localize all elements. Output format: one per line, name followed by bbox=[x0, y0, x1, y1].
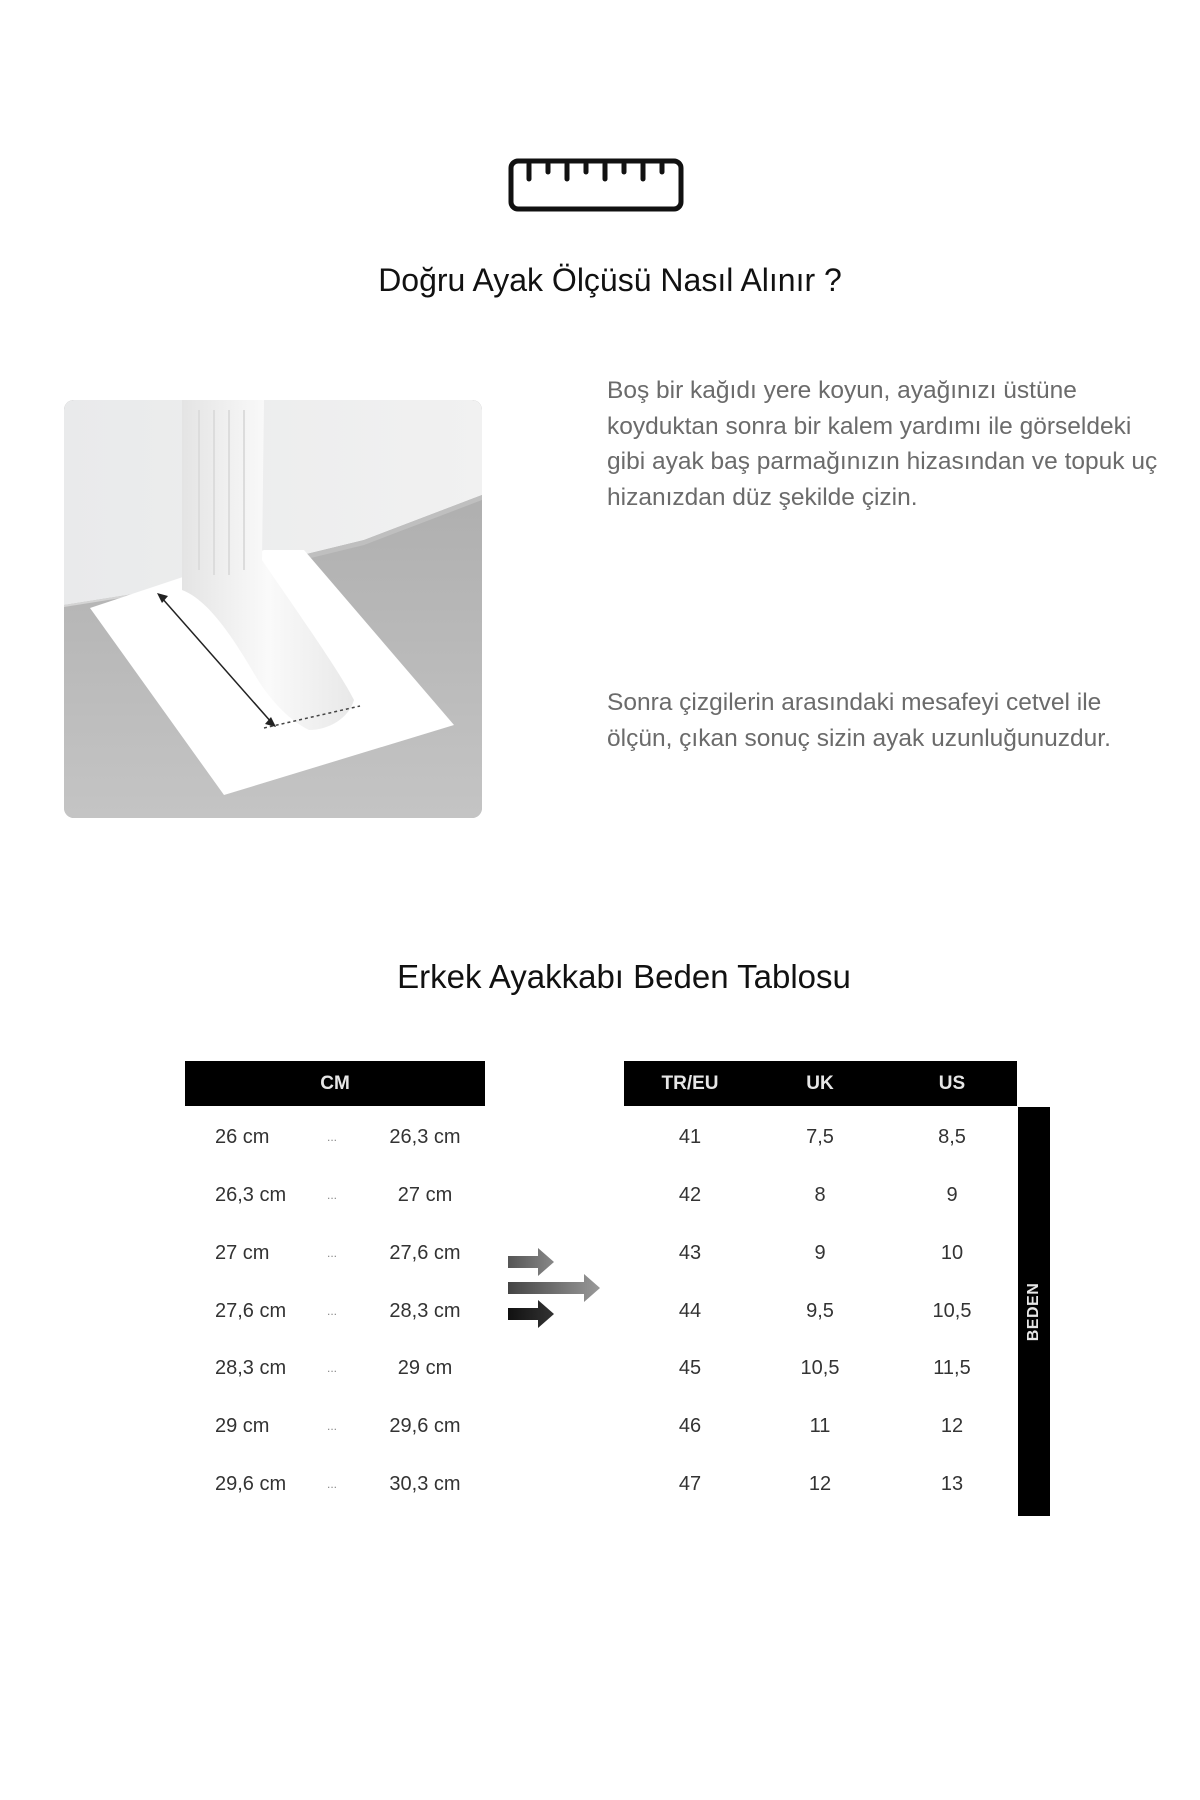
cm-from: 27 cm bbox=[215, 1242, 270, 1264]
cm-to: 28,3 cm bbox=[389, 1300, 461, 1322]
size-eu: 46 bbox=[678, 1415, 702, 1437]
size-us: 12 bbox=[940, 1415, 964, 1437]
instruction-step-2: Sonra çizgilerin arasındaki mesafeyi cetvel ile ölçün, çıkan sonuç sizin ayak uzunluğunuzdur. bbox=[607, 689, 1111, 752]
size-uk: 12 bbox=[808, 1473, 832, 1495]
size-eu: 42 bbox=[678, 1184, 702, 1206]
cm-from: 27,6 cm bbox=[215, 1300, 287, 1322]
range-separator: ... bbox=[327, 1130, 338, 1144]
cm-header-label: CM bbox=[320, 1072, 350, 1094]
instruction-step-1: Boş bir kağıdı yere koyun, ayağınızı üstüne koyduktan sonra bir kalem yardımı ile görseldeki gibi ayak baş parmağınızın hizasından ve topuk uç hizanızdan düz şekilde çizin. bbox=[607, 377, 1158, 511]
size-us: 10 bbox=[940, 1242, 964, 1264]
cm-to: 29,6 cm bbox=[389, 1415, 461, 1437]
size-eu: 47 bbox=[678, 1473, 702, 1495]
cm-to: 26,3 cm bbox=[389, 1126, 461, 1148]
beden-side-label-bar bbox=[1018, 1107, 1050, 1516]
foot-measurement-image bbox=[64, 400, 482, 818]
range-separator: ... bbox=[327, 1361, 338, 1375]
cm-to: 29 cm bbox=[397, 1357, 453, 1379]
cm-from: 29 cm bbox=[215, 1415, 270, 1437]
cm-to: 27,6 cm bbox=[389, 1242, 461, 1264]
cm-from: 28,3 cm bbox=[215, 1357, 287, 1379]
size-uk: 11 bbox=[809, 1415, 831, 1437]
size-eu: 41 bbox=[678, 1126, 702, 1148]
size-us: 8,5 bbox=[938, 1126, 966, 1148]
cm-to: 30,3 cm bbox=[389, 1473, 461, 1495]
size-uk: 8 bbox=[814, 1184, 826, 1206]
cm-column-header bbox=[185, 1061, 485, 1106]
cm-from: 29,6 cm bbox=[215, 1473, 287, 1495]
size-eu: 44 bbox=[678, 1300, 702, 1322]
header-us: US bbox=[938, 1072, 966, 1094]
three-arrows-right-icon bbox=[508, 1240, 608, 1340]
size-columns-header bbox=[624, 1061, 1017, 1106]
size-eu: 45 bbox=[678, 1357, 702, 1379]
ruler-icon bbox=[508, 158, 684, 212]
range-separator: ... bbox=[327, 1477, 338, 1491]
size-us: 13 bbox=[940, 1473, 964, 1495]
size-uk: 7,5 bbox=[806, 1126, 834, 1148]
size-us: 11,5 bbox=[933, 1357, 971, 1379]
header-uk: UK bbox=[806, 1072, 834, 1094]
size-us: 9 bbox=[946, 1184, 958, 1206]
cm-from: 26 cm bbox=[215, 1126, 270, 1148]
range-separator: ... bbox=[327, 1419, 338, 1433]
cm-to: 27 cm bbox=[397, 1184, 453, 1206]
size-table-title: Erkek Ayakkabı Beden Tablosu bbox=[397, 958, 851, 995]
measure-title: Doğru Ayak Ölçüsü Nasıl Alınır ? bbox=[378, 262, 842, 298]
size-eu: 43 bbox=[678, 1242, 702, 1264]
size-uk: 10,5 bbox=[800, 1357, 840, 1379]
range-separator: ... bbox=[327, 1304, 338, 1318]
size-uk: 9 bbox=[814, 1242, 826, 1264]
range-separator: ... bbox=[327, 1246, 338, 1260]
header-tr-eu: TR/EU bbox=[661, 1072, 719, 1094]
cm-from: 26,3 cm bbox=[215, 1184, 287, 1206]
size-uk: 9,5 bbox=[806, 1300, 834, 1322]
size-us: 10,5 bbox=[932, 1300, 972, 1322]
beden-label: BEDEN bbox=[1025, 1282, 1042, 1341]
range-separator: ... bbox=[327, 1188, 338, 1202]
